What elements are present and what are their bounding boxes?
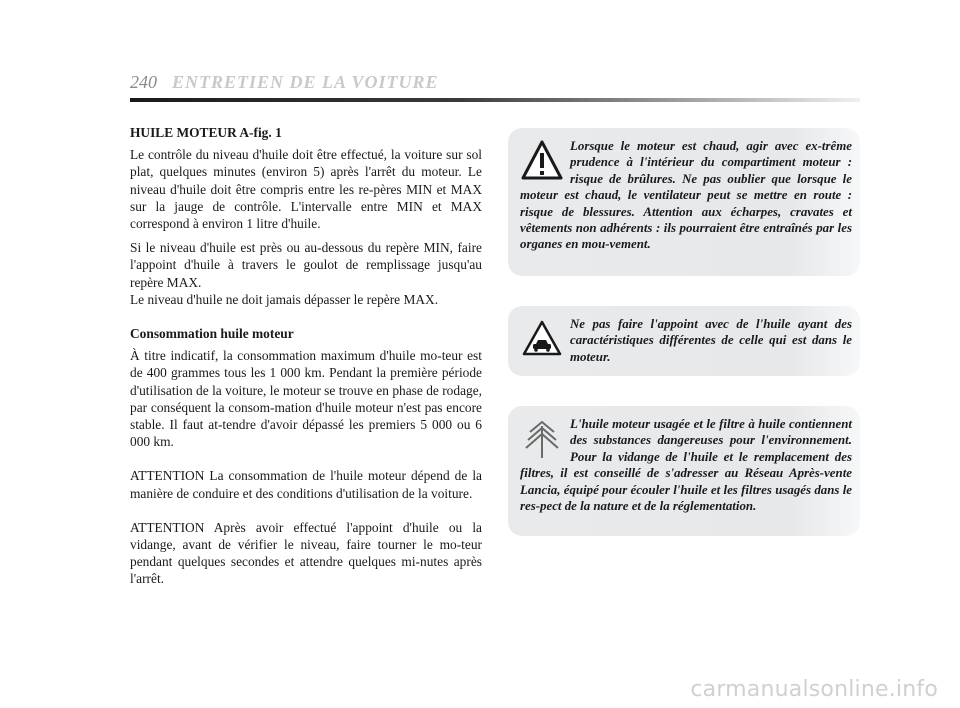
paragraph-attention-1: ATTENTION La consommation de l'huile moteur dépend de la manière de conduire et des conditions d'utilisation de la voiture. xyxy=(130,468,482,501)
notice-box-environment xyxy=(508,406,860,536)
car-caution-icon xyxy=(520,316,564,362)
watermark: carmanualsonline.info xyxy=(690,677,938,702)
environment-tree-icon xyxy=(520,416,564,462)
section-title: HUILE MOTEUR A-fig. 1 xyxy=(130,125,282,140)
notice-box-oil-type xyxy=(508,306,860,376)
paragraph-oil-check: Le contrôle du niveau d'huile doit être effectué, la voiture sur sol plat, quelques minutes (environ 5) après l'arrêt du moteur. Le niveau d'huile doit être compris entre les re-pères MIN et MAX sur la jauge de contrôle. L'intervalle entre MIN et MAX correspond à environ 1 litre d'huile. xyxy=(130,147,482,232)
notice-text: L'huile moteur usagée et le filtre à huile contiennent des substances dangereuses pour l'environnement. Pour la vidange de l'huile et le remplacement des filtres, il est conseillé de s'adresser au Réseau Après-vente Lancia, équipé pour écouler l'huile et les filtres usagés dans le res-pect de la nature et de la réglementation. xyxy=(520,417,852,514)
section-subtitle: Consommation huile moteur xyxy=(130,326,294,342)
paragraph-consumption: À titre indicatif, la consommation maximum d'huile mo-teur est de 400 grammes tous les 1 000 km. Pendant la première période d'utilisation de la voiture, le moteur se trouve en phase de rodage, par conséquent la consom-mation d'huile moteur n'est pas encore stable. Il faut at-tendre d'avoir dépassé les premiers 5 000 ou 6 000 km. xyxy=(130,348,482,450)
paragraph-attention-2: ATTENTION Après avoir effectué l'appoint d'huile ou la vidange, avant de vérifier le niveau, faire tourner le mo-teur pendant quelques secondes et attendre quelques mi-nutes après l'arrêt. xyxy=(130,519,482,587)
warning-triangle-icon xyxy=(520,138,564,184)
header-rule xyxy=(130,98,860,102)
left-column xyxy=(130,124,482,588)
notice-text: Ne pas faire l'appoint avec de l'huile ayant des caractéristiques différentes de celle qui est dans le moteur. xyxy=(570,317,852,364)
paragraph-oil-topup: Si le niveau d'huile est près ou au-dessous du repère MIN, faire l'appoint d'huile à travers le goulot de remplissage jusqu'au repère MAX. xyxy=(130,240,482,290)
paragraph-oil-max: Le niveau d'huile ne doit jamais dépasser le repère MAX. xyxy=(130,291,439,307)
notice-text: Lorsque le moteur est chaud, agir avec ex-trême prudence à l'intérieur du compartiment moteur : risque de brûlures. Ne pas oublier que lorsque le moteur est chaud, le ventilateur peut se mettre en route : risque de blessures. Attention aux écharpes, cravates et vêtements non adhérents : ils pourraient être entraînés par les organes en mou-vement. xyxy=(520,139,852,252)
notice-box-burn-warning xyxy=(508,128,860,276)
chapter-title: ENTRETIEN DE LA VOITURE xyxy=(172,72,439,92)
page-number: 240 xyxy=(130,72,157,92)
page-header xyxy=(130,66,860,100)
